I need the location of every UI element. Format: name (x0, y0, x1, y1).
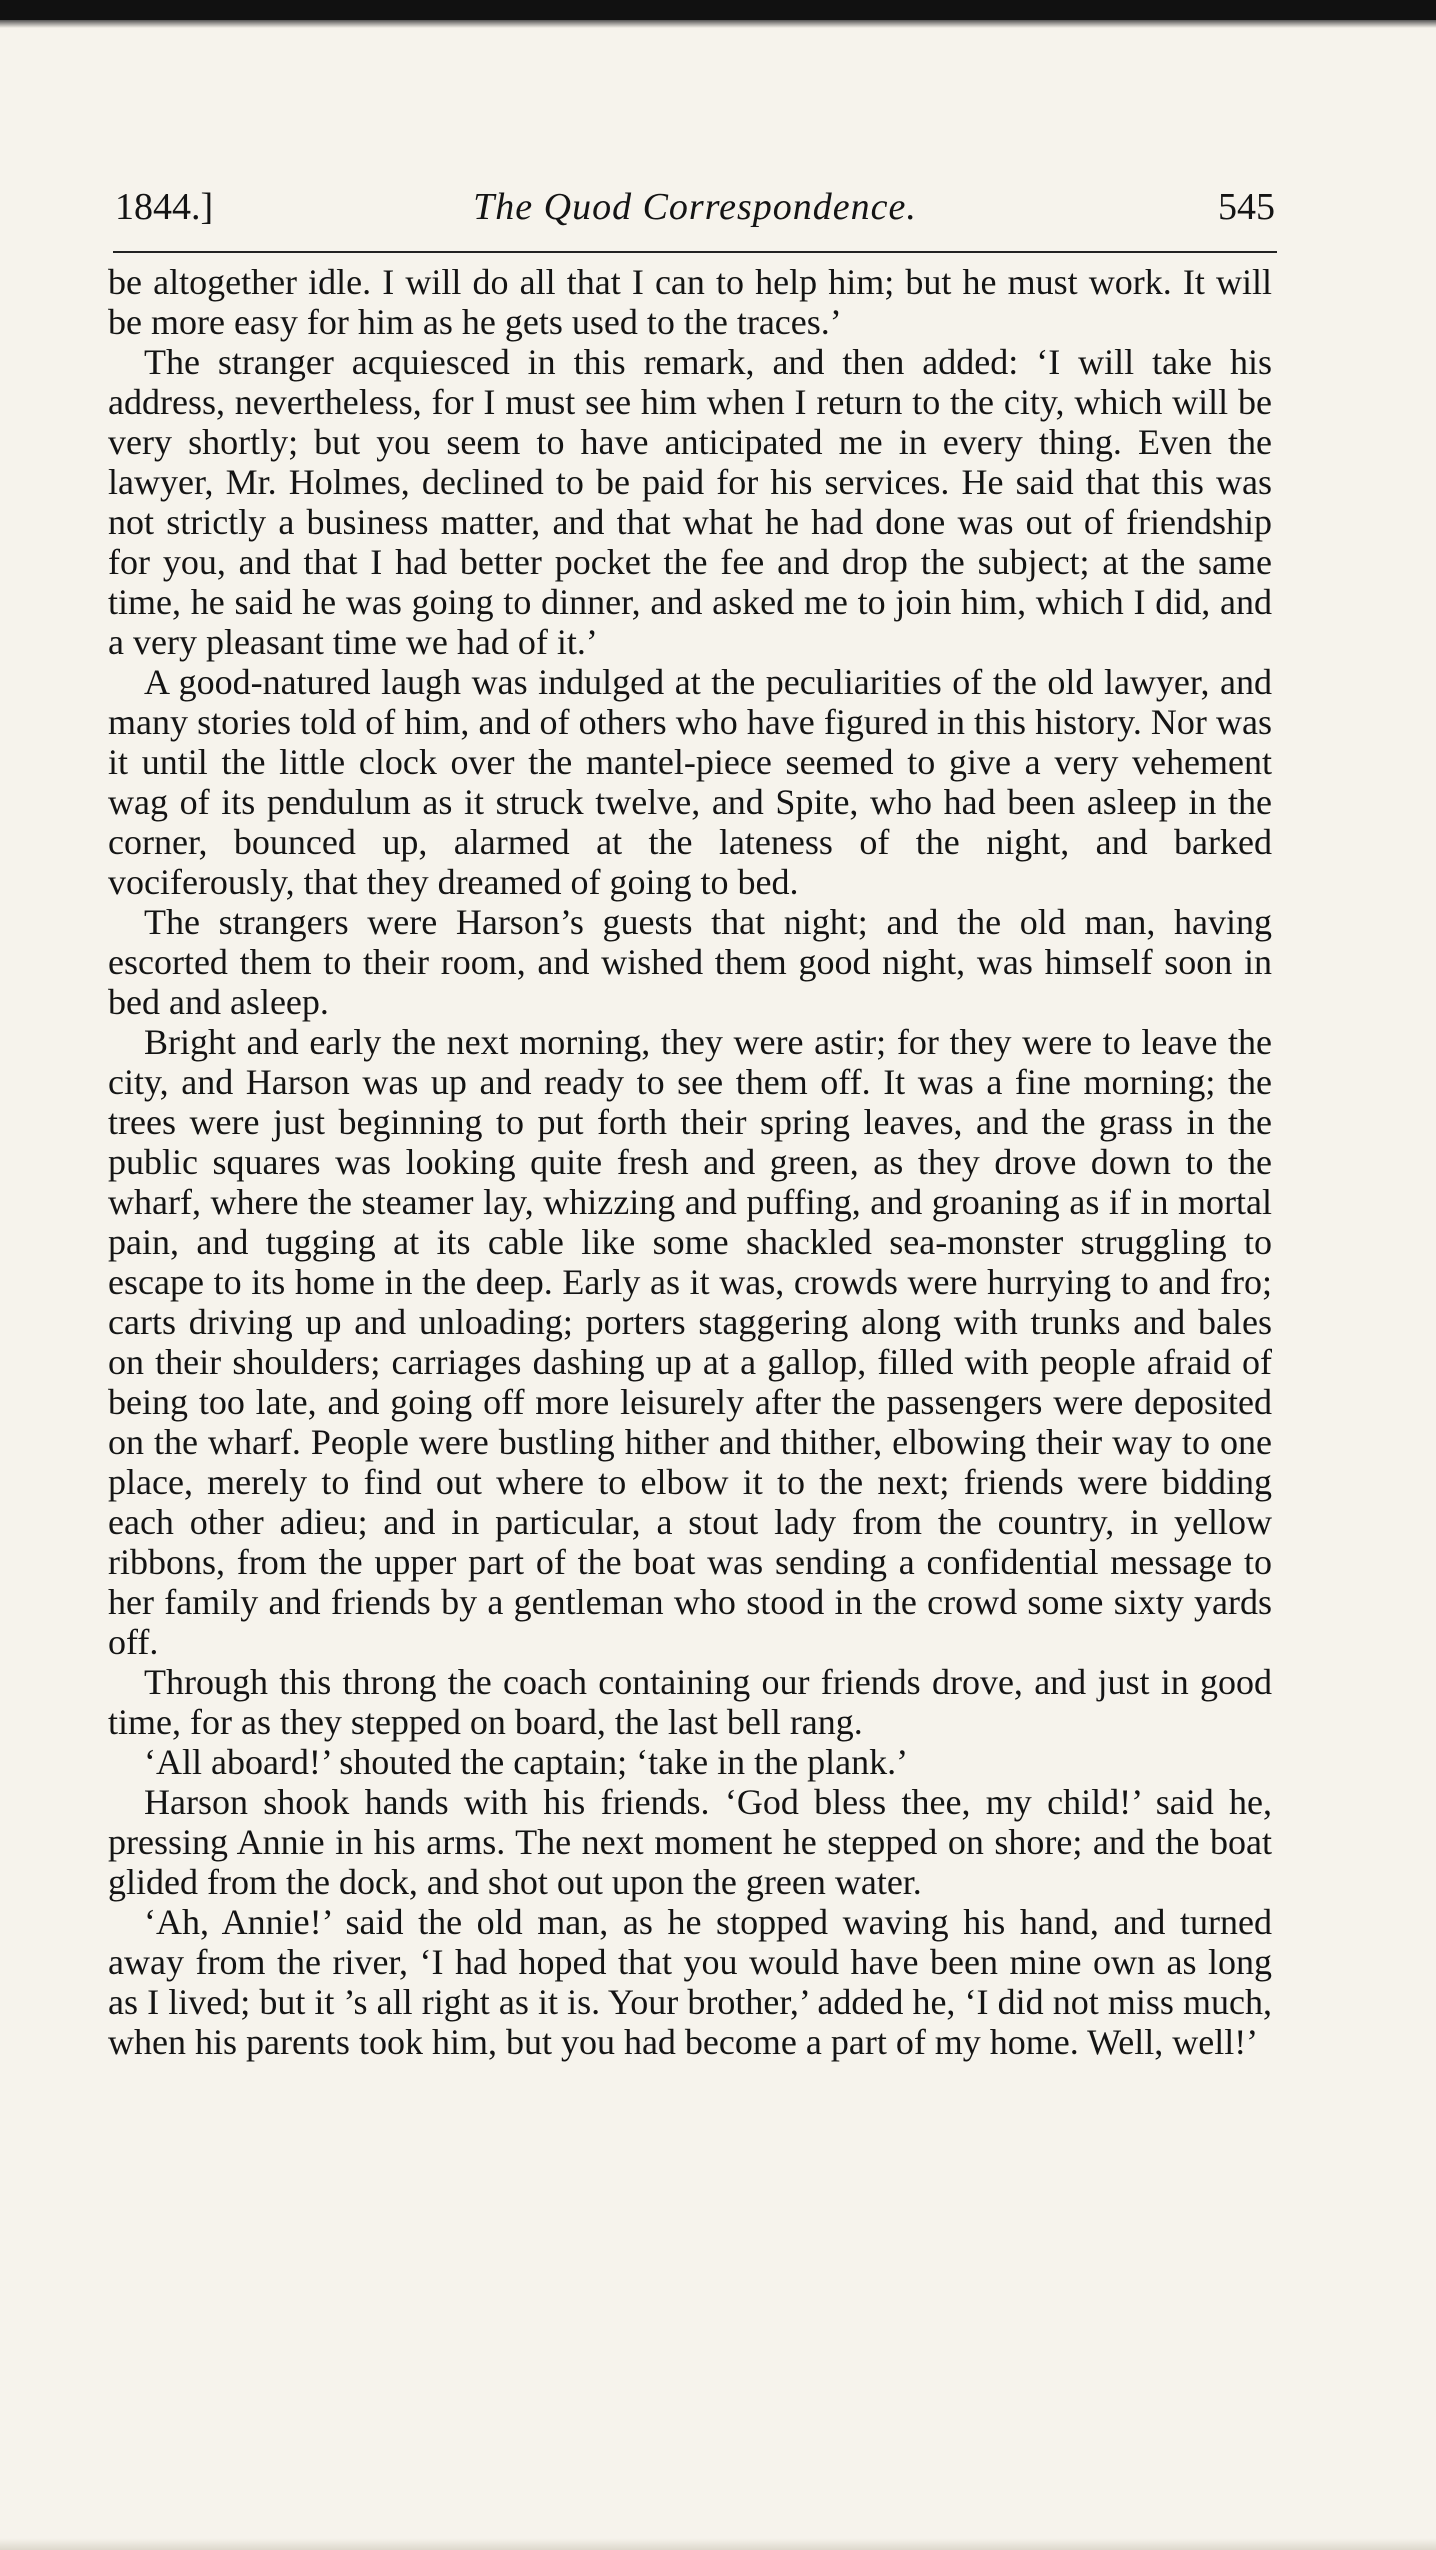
scan-top-edge (0, 0, 1436, 20)
header-year: 1844.] (115, 186, 214, 228)
body-text (108, 262, 1272, 2062)
paragraph-good-natured-laugh: A good-natured laugh was indulged at the peculiarities of the old lawyer, and many stories told of him, and of others who have figured in this history. Nor was it until the little clock over the mantel-piece seemed to give a very vehement wag of its pendulum as it struck twelve, and Spite, who had been asleep in the corner, bounced up, alarmed at the lateness of the night, and barked vociferously, that they dreamed of going to bed. (108, 662, 1272, 902)
paragraph-harson-shook-hands: Harson shook hands with his friends. ‘God bless thee, my child!’ said he, pressing Annie in his arms. The next moment he stepped on shore; and the boat glided from the dock, and shot out upon the green water. (108, 1782, 1272, 1902)
running-head (115, 182, 1275, 232)
paragraph-all-aboard: ‘All aboard!’ shouted the captain; ‘take in the plank.’ (144, 1742, 909, 1782)
paragraph-through-this-throng: Through this throng the coach containing our friends drove, and just in good time, for as they stepped on board, the last bell rang. (108, 1662, 1272, 1742)
scan-bottom-edge (0, 2538, 1436, 2550)
header-rule (113, 251, 1277, 253)
paragraph-bright-and-early: Bright and early the next morning, they were astir; for they were to leave the city, and Harson was up and ready to see them off. It was a fine morning; the trees were just beginning to put forth their spring leaves, and the grass in the public squares was looking quite fresh and green, as they drove down to the wharf, where the steamer lay, whizzing and puffing, and groaning as if in mortal pain, and tugging at its cable like some shackled sea-monster struggling to escape to its home in the deep. Early as it was, crowds were hurrying to and fro; carts driving up and unloading; porters staggering along with trunks and bales on their shoulders; carriages dashing up at a gallop, filled with people afraid of being too late, and going off more leisurely after the passengers were deposited on the wharf. People were bustling hither and thither, elbowing their way to one place, merely to find out where to elbow it to the next; friends were bidding each other adieu; and in particular, a stout lady from the country, in yellow ribbons, from the upper part of the boat was sending a confidential message to her family and friends by a gentleman who stood in the crowd some sixty yards off. (108, 1022, 1272, 1662)
scan-top-shadow (0, 20, 1436, 28)
paragraph-stranger-reply: The stranger acquiesced in this remark, and then added: ‘I will take his address, nevertheless, for I must see him when I return to the city, which will be very shortly; but you seem to have anticipated me in every thing. Even the lawyer, Mr. Holmes, declined to be paid for his services. He said that this was not strictly a business matter, and that what he had done was out of friendship for you, and that I had better pocket the fee and drop the subject; at the same time, he said he was going to dinner, and asked me to join him, which I did, and a very pleasant time we had of it.’ (108, 342, 1272, 662)
page-number: 545 (1218, 186, 1275, 228)
header-title: The Quod Correspondence. (473, 186, 917, 228)
paragraph-ah-annie: ‘Ah, Annie!’ said the old man, as he stopped waving his hand, and turned away from the river, ‘I had hoped that you would have been mine own as long as I lived; but it ’s all right as it is. Your brother,’ added he, ‘I did not miss much, when his parents took him, but you had become a part of my home. Well, well!’ (108, 1902, 1272, 2062)
paragraph-harsons-guests: The strangers were Harson’s guests that night; and the old man, having escorted them to their room, and wished them good night, was himself soon in bed and asleep. (108, 902, 1272, 1022)
paragraph-continuation: be altogether idle. I will do all that I can to help him; but he must work. It will be more easy for him as he gets used to the traces.’ (108, 262, 1272, 342)
